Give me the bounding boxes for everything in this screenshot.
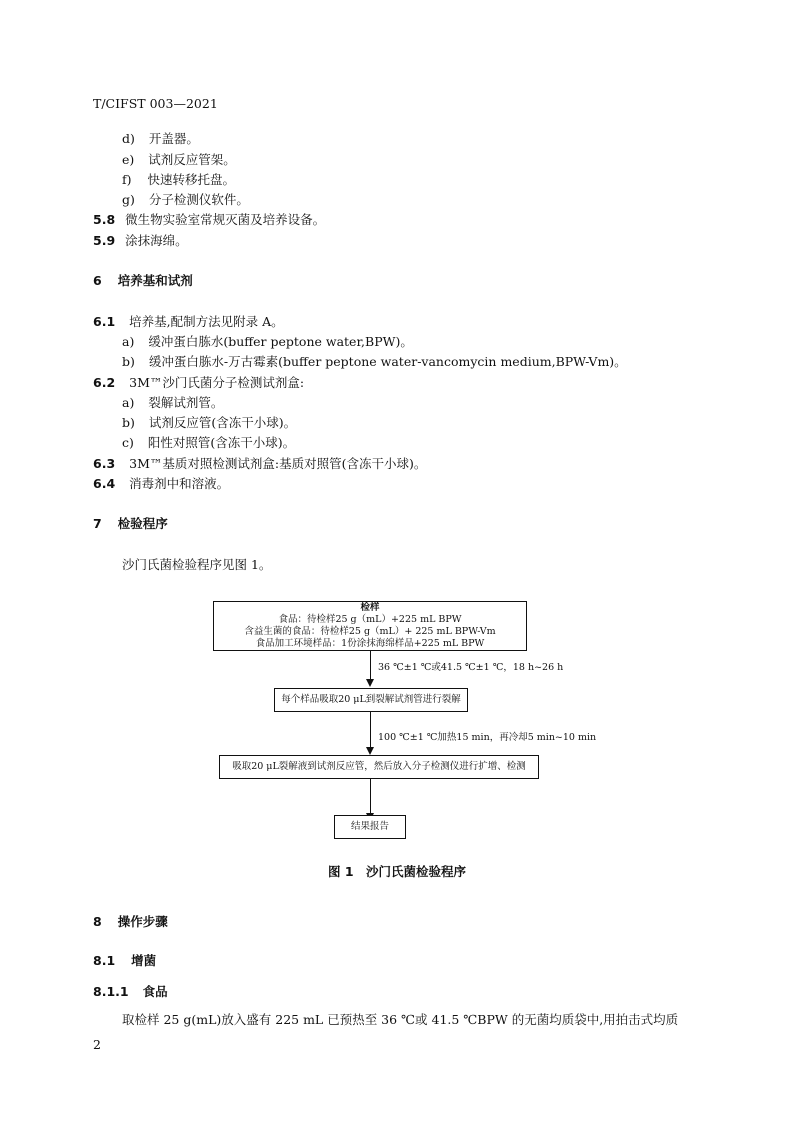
flow-box-text: 每个样品吸取20 μL到裂解试剂管进行裂解 bbox=[281, 694, 461, 705]
list-item-text: 快速转移托盘。 bbox=[147, 172, 236, 187]
flow-box-sample bbox=[213, 601, 527, 651]
flow-box-line: 含益生菌的食品：待检样25 g（mL）+ 225 mL BPW-Vm bbox=[244, 626, 496, 637]
list-item-text: 缓冲蛋白胨水(buffer peptone water,BPW)。 bbox=[148, 334, 413, 349]
section-7-heading bbox=[93, 516, 168, 532]
clause-number: 5.8 bbox=[93, 212, 116, 227]
list-item-text: 缓冲蛋白胨水-万古霉素(buffer peptone water-vancomycin medium,BPW-Vm)。 bbox=[148, 354, 627, 369]
list-item-label: c) bbox=[122, 435, 134, 450]
list-item-label: b) bbox=[122, 415, 135, 430]
section-number: 7 bbox=[93, 516, 102, 531]
flow-box-line: 食品加工环境样品：1份涂抹海绵样品+225 mL BPW bbox=[255, 638, 485, 649]
flow-box-text: 结果报告 bbox=[350, 821, 389, 832]
list-item-6-1-b bbox=[122, 354, 627, 370]
clause-6-2 bbox=[93, 375, 304, 391]
section-title: 操作步骤 bbox=[117, 914, 168, 929]
clause-8-1-heading bbox=[93, 953, 156, 969]
list-item-text: 裂解试剂管。 bbox=[148, 395, 224, 410]
section-title: 检验程序 bbox=[117, 516, 168, 531]
clause-number: 6.2 bbox=[93, 375, 116, 390]
list-item-6-2-b bbox=[122, 415, 296, 431]
arrow-down-icon bbox=[366, 679, 374, 687]
clause-text: 微生物实验室常规灭菌及培养设备。 bbox=[125, 212, 326, 227]
section-6-heading bbox=[93, 273, 193, 289]
list-item-label: b) bbox=[122, 354, 135, 369]
clause-title: 增菌 bbox=[131, 953, 157, 968]
clause-text: 消毒剂中和溶液。 bbox=[129, 476, 230, 491]
clause-text: 涂抹海绵。 bbox=[125, 233, 188, 248]
list-item-label: g) bbox=[122, 192, 135, 207]
clause-text: 培养基,配制方法见附录 A。 bbox=[129, 314, 284, 329]
list-item-6-2-c bbox=[122, 435, 295, 451]
clause-number: 6.3 bbox=[93, 456, 116, 471]
flow-box-line: 食品：待检样25 g（mL）+225 mL BPW bbox=[278, 614, 462, 625]
list-item-text: 阳性对照管(含冻干小球)。 bbox=[147, 435, 296, 450]
flow-box-title: 检样 bbox=[360, 602, 380, 613]
list-item-f bbox=[122, 172, 235, 188]
clause-text: 3M™基质对照检测试剂盒:基质对照管(含冻干小球)。 bbox=[129, 456, 427, 471]
list-item-g bbox=[122, 192, 249, 208]
clause-text: 3M™沙门氏菌分子检测试剂盒: bbox=[129, 375, 305, 390]
page-number: 2 bbox=[93, 1037, 101, 1052]
flow-condition-enrichment: 36 ℃±1 ℃或41.5 ℃±1 ℃，18 h~26 h bbox=[378, 662, 564, 673]
clause-number: 6.4 bbox=[93, 476, 116, 491]
clause-title: 食品 bbox=[142, 984, 168, 999]
list-item-e bbox=[122, 152, 236, 168]
flow-connector bbox=[370, 779, 371, 814]
flow-condition-heating: 100 ℃±1 ℃加热15 min，再冷却5 min~10 min bbox=[378, 732, 597, 743]
list-item-text: 试剂反应管架。 bbox=[148, 152, 236, 167]
clause-6-3 bbox=[93, 456, 426, 472]
list-item-6-2-a bbox=[122, 395, 223, 411]
list-item-label: a) bbox=[122, 395, 135, 410]
clause-5-8 bbox=[93, 212, 325, 228]
flow-box-text: 吸取20 μL裂解液到试剂反应管，然后放入分子检测仪进行扩增、检测 bbox=[232, 761, 526, 772]
clause-8-1-1-paragraph: 取检样 25 g(mL)放入盛有 225 mL 已预热至 36 ℃或 41.5 ℃BPW 的无菌均质袋中,用拍击式均质 bbox=[122, 1012, 679, 1027]
section-title: 培养基和试剂 bbox=[117, 273, 193, 288]
list-item-label: e) bbox=[122, 152, 135, 167]
list-item-label: a) bbox=[122, 334, 135, 349]
section-number: 6 bbox=[93, 273, 102, 288]
flow-box-report bbox=[334, 815, 406, 839]
flow-box-lysis bbox=[274, 688, 468, 712]
clause-number: 8.1 bbox=[93, 953, 116, 968]
clause-number: 5.9 bbox=[93, 233, 116, 248]
list-item-text: 开盖器。 bbox=[148, 131, 199, 146]
section-number: 8 bbox=[93, 914, 102, 929]
list-item-d bbox=[122, 131, 199, 147]
clause-5-9 bbox=[93, 233, 188, 249]
standard-number: T/CIFST 003—2021 bbox=[93, 96, 218, 111]
figure-caption: 图 1 沙门氏菌检验程序 bbox=[328, 864, 467, 879]
list-item-label: f) bbox=[122, 172, 132, 187]
list-item-label: d) bbox=[122, 131, 135, 146]
clause-8-1-1-heading bbox=[93, 984, 168, 1000]
section-7-intro: 沙门氏菌检验程序见图 1。 bbox=[122, 557, 272, 572]
clause-6-1 bbox=[93, 314, 284, 330]
clause-number: 8.1.1 bbox=[93, 984, 129, 999]
list-item-6-1-a bbox=[122, 334, 413, 350]
clause-6-4 bbox=[93, 476, 229, 492]
list-item-text: 试剂反应管(含冻干小球)。 bbox=[148, 415, 297, 430]
flow-connector bbox=[370, 712, 371, 748]
clause-number: 6.1 bbox=[93, 314, 116, 329]
flow-connector bbox=[370, 651, 371, 680]
flow-box-detection bbox=[219, 755, 539, 779]
section-8-heading bbox=[93, 914, 168, 930]
list-item-text: 分子检测仪软件。 bbox=[148, 192, 249, 207]
arrow-down-icon bbox=[366, 747, 374, 755]
